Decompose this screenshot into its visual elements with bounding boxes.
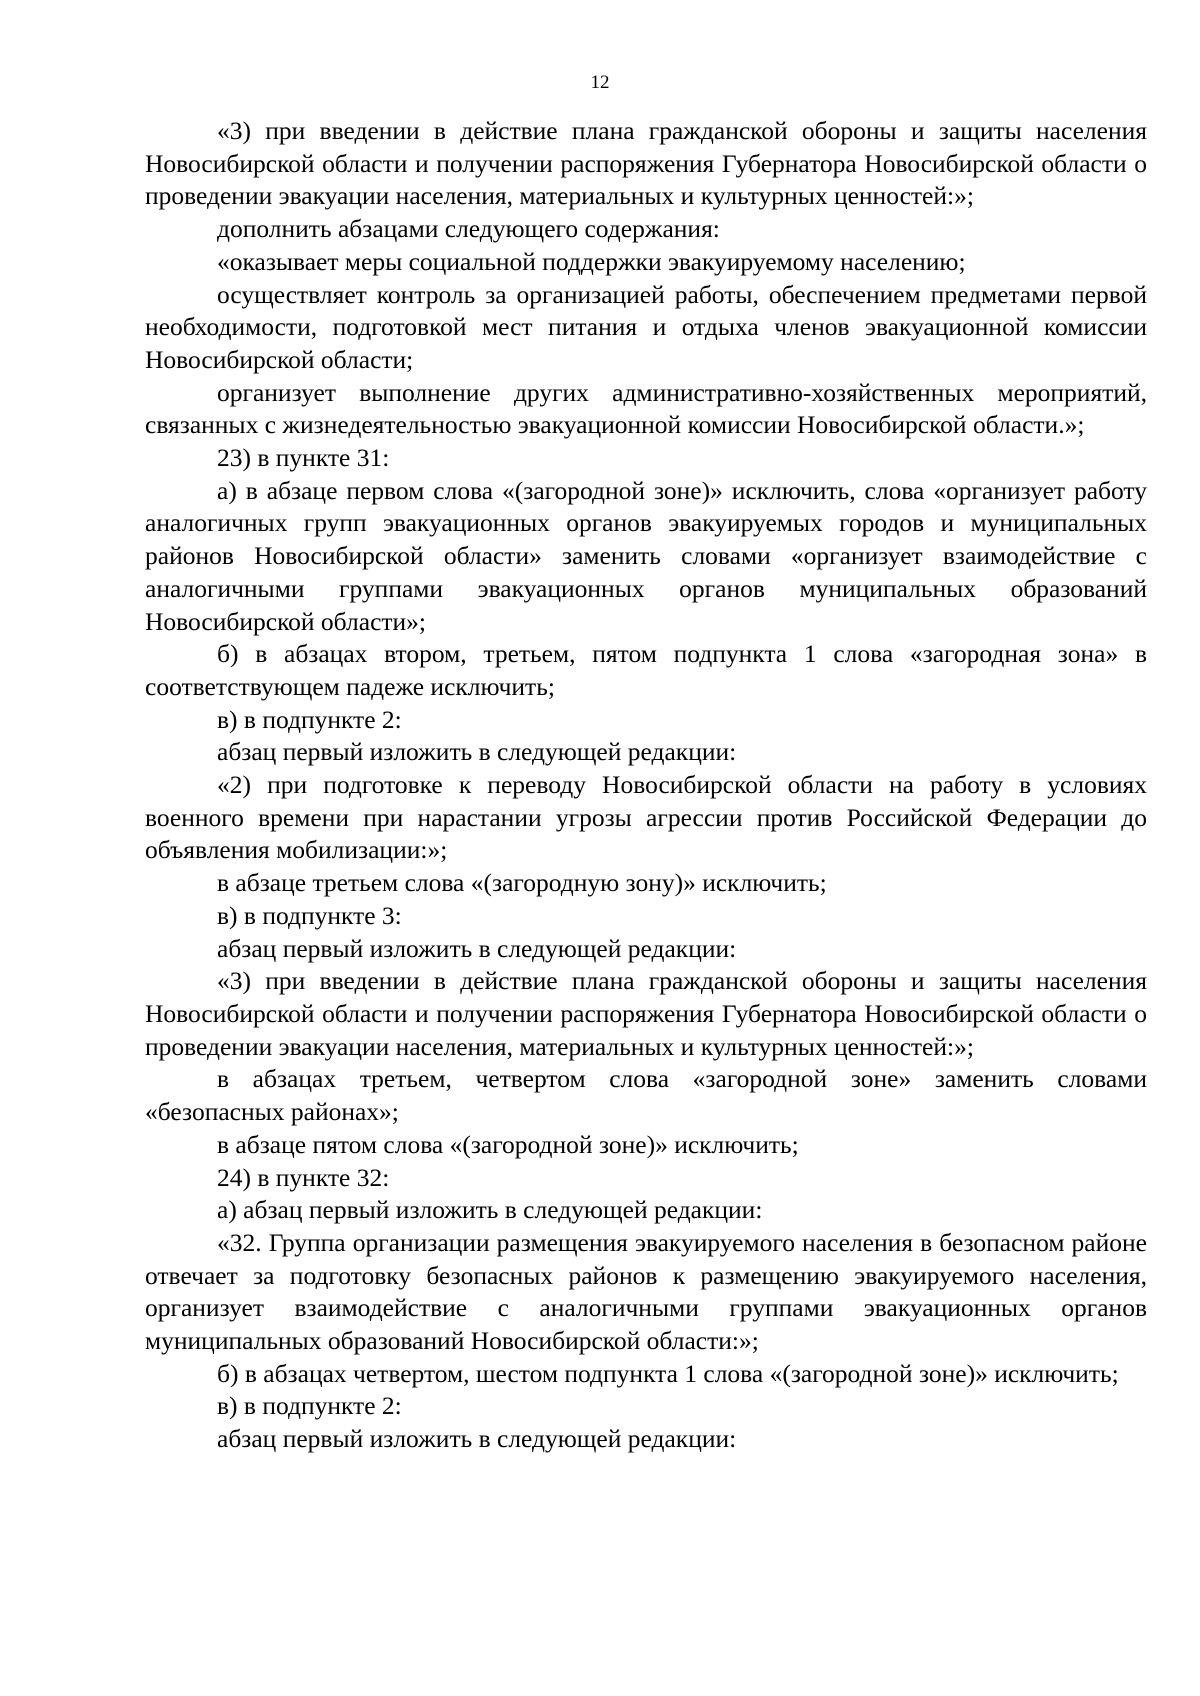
paragraph: 23) в пункте 31: [217,443,390,473]
page-number: 12 [590,72,610,93]
paragraph: «32. Группа организации размещения эвакуируемого населения в безопасном районе отвечает за подготовку безопасных районов к размещению эвакуируемого населения, организует взаимодействие с аналогичными группами эвакуационных органов муниципальных образований Новосибирской области:»; [145,1227,1147,1356]
paragraph: абзац первый изложить в следующей редакции: [217,933,737,963]
paragraph: осуществляет контроль за организацией работы, обеспечением предметами первой необходимости, подготовкой мест питания и отдыха членов эвакуационной комиссии Новосибирской области; [145,279,1147,374]
paragraph: б) в абзацах втором, третьем, пятом подпункта 1 слова «загородная зона» в соответствующем падеже исключить; [145,639,1147,701]
paragraph: «3) при введении в действие плана гражданской обороны и защиты населения Новосибирской области и получении распоряжения Губернатора Новосибирской области о проведении эвакуации населения, материальных и культурных ценностей:»; [145,116,1147,211]
paragraph: «оказывает меры социальной поддержки эвакуируемому населению; [217,246,966,276]
paragraph: 24) в пункте 32: [217,1162,390,1192]
paragraph: «2) при подготовке к переводу Новосибирской области на работу в условиях военного времени при нарастании угрозы агрессии против Российской Федерации до объявления мобилизации:»; [145,770,1147,865]
paragraph: «3) при введении в действие плана гражданской обороны и защиты населения Новосибирской области и получении распоряжения Губернатора Новосибирской области о проведении эвакуации населения, материальных и культурных ценностей:»; [145,966,1147,1061]
paragraph: в) в подпункте 3: [217,900,402,930]
paragraph: абзац первый изложить в следующей редакции: [217,737,737,767]
paragraph: в) в подпункте 2: [217,704,402,734]
document-body [145,115,1147,1456]
paragraph: в абзаце пятом слова «(загородной зоне)» исключить; [217,1129,799,1159]
paragraph: организует выполнение других административно-хозяйственных мероприятий, связанных с жизнедеятельностью эвакуационной комиссии Новосибирской области.»; [145,377,1147,440]
paragraph: а) абзац первый изложить в следующей редакции: [217,1195,763,1225]
paragraph: дополнить абзацами следующего содержания: [217,214,720,244]
paragraph: в абзаце третьем слова «(загородную зону)» исключить; [217,868,827,898]
paragraph: а) в абзаце первом слова «(загородной зоне)» исключить, слова «организует работу аналогичных групп эвакуационных органов эвакуируемых городов и муниципальных районов Новосибирской области» заменить словами «организует взаимодействие с аналогичными группами эвакуационных органов муниципальных образований Новосибирской области»; [145,475,1147,636]
paragraph: в абзацах третьем, четвертом слова «загородной зоне» заменить словами «безопасных районах»; [145,1064,1147,1127]
paragraph: в) в подпункте 2: [217,1391,402,1421]
paragraph: б) в абзацах четвертом, шестом подпункта 1 слова «(загородной зоне)» исключить; [217,1358,1119,1388]
paragraph: абзац первый изложить в следующей редакции: [217,1424,737,1454]
